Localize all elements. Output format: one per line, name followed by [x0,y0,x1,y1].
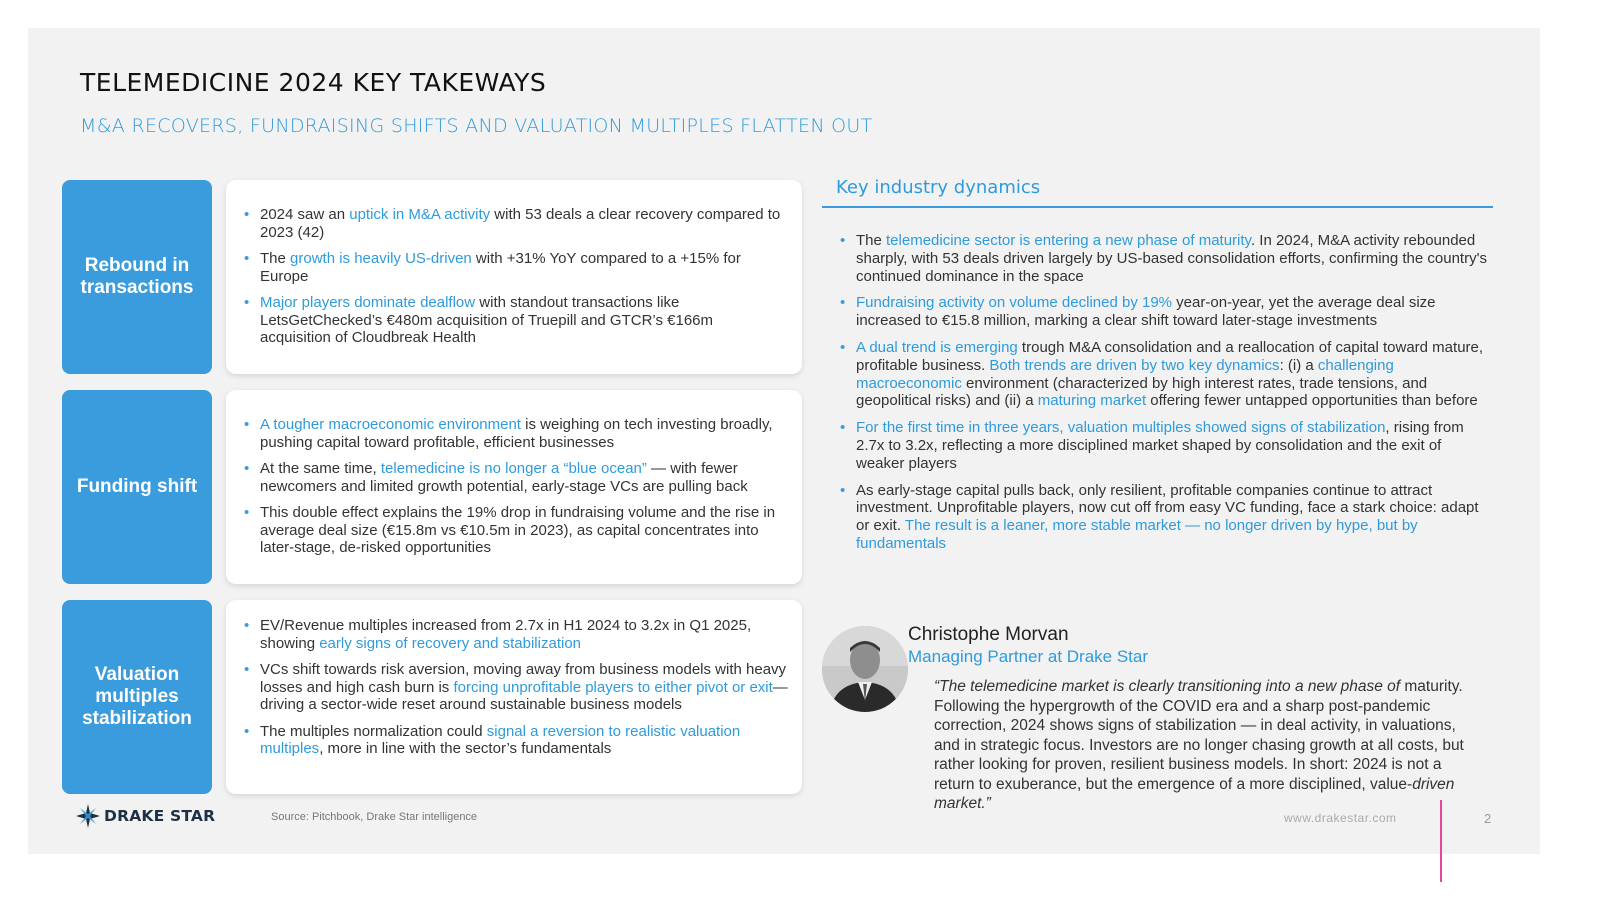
bullet-text: environment (characterized by high interest rates, trade tensions, and geopolitical risks) and (ii) a [856,374,1428,410]
highlight-text: Fundraising activity on volume declined by 19% [856,294,1173,312]
bullet-text: This double effect explains the 19% drop in fundraising volume and the rise in average deal size (€15.8m vs €10.5m in 2023), as capital concentrates into later-stage, de-risked opportunities [260,504,776,556]
quote-italic-end: driven market.” [934,775,1455,812]
highlight-text: early signs of recovery and stabilization [319,634,581,652]
bullet-item [236,250,786,285]
bullet-text: with +31% YoY compared to a +15% for Europe [260,250,741,285]
page-number: 2 [1484,811,1492,826]
bullet-text: The [856,232,887,249]
highlight-text: For the first time in three years, valuation multiples showed signs of stabilization [856,419,1386,437]
bullet-item [832,419,1487,472]
highlight-text: signal a reversion to realistic valuation multiples [260,722,741,757]
bullet-item [236,723,788,758]
bullet-text: , more in line with the sector’s fundamentals [319,740,612,757]
bullet-text: As early-stage capital pulls back, only resilient, profitable companies continue to attract investment. Unprofitable players, now cut off from easy VC funding, face a stark choice: adapt or exit. [856,481,1479,535]
bullet-text: with 53 deals a clear recovery compared to 2023 (42) [260,206,781,241]
bullet-item [236,294,786,347]
section-label-funding: Funding shift [62,390,212,584]
bullet-text: . In 2024, M&A activity rebounded sharply, with 53 deals driven largely by US-based consolidation efforts, confirming the country's continued dominance in the space [856,232,1487,285]
highlight-text: Major players dominate dealflow [260,294,476,311]
section-card-funding [226,390,802,584]
source-note: Source: Pitchbook, Drake Star intelligence [271,811,478,823]
bullet-text: — with fewer newcomers and limited growth potential, early-stage VCs are pulling back [260,460,748,495]
bullet-item [236,460,790,495]
bullet-item [236,661,788,714]
key-dynamics-list [832,232,1487,562]
bullet-item [236,206,786,241]
bullet-list [226,180,802,347]
section-label-valuation: Valuation multiples stabilization [62,600,212,794]
bullet-text: VCs shift towards risk aversion, moving away from business models with heavy losses and high cash burn is [260,661,787,696]
highlight-text: The result is a leaner, more stable market — no longer driven by hype, but by fundamentals [856,517,1418,552]
bullet-text: is weighing on tech investing broadly, pushing capital toward profitable, efficient businesses [260,416,773,451]
highlight-text: uptick in M&A activity [349,206,491,223]
page-title: TELEMEDICINE 2024 KEY TAKEWAYS [80,68,547,97]
bullet-text: trough M&A consolidation and a reallocation of capital toward mature, profitable business. [856,338,1484,374]
bullet-item [236,504,790,557]
bullet-text: offering fewer untapped opportunities than before [1146,392,1478,410]
bullet-item [236,416,790,451]
bullet-text: : (i) a [1279,356,1318,374]
section-card-valuation [226,600,802,794]
quote-body: maturity. Following the hypergrowth of the COVID era and a sharp post-pandemic correction, 2024 shows signs of stabilization — in deal activity, in valuations, and in strategic focus. Investors are no longer chasing growth at all costs, but rather looking for proven, resilient business models. In short: 2024 is not a return to exuberance, but the emergence of a more disciplined, value- [934,678,1464,793]
bullet-text: —driving a sector-wide reset around sustainable business models [260,678,788,713]
bullet-text: 2024 saw an [260,206,350,223]
right-heading: Key industry dynamics [836,177,1041,198]
highlight-text: forcing unprofitable players to either pivot or exit [453,678,773,696]
highlight-text: A tougher macroeconomic environment [260,416,521,433]
quote [934,677,1482,814]
highlight-text: maturing market [1037,392,1147,410]
heading-rule [822,206,1493,208]
bullet-text: , rising from 2.7x to 3.2x, reflecting a more disciplined market shaped by consolidation and the exit of weaker players [856,419,1464,472]
highlight-text: challenging macroeconomic [856,356,1394,392]
section-card-rebound [226,180,802,374]
bullet-text: with standout transactions like LetsGetChecked’s €480m acquisition of Truepill and GTCR’s €166m acquisition of Cloudbreak Health [260,294,714,346]
website-url[interactable]: www.drakestar.com [1284,811,1397,825]
person-role: Managing Partner at Drake Star [908,647,1149,666]
bullet-text: year-on-year, yet the average deal size increased to €15.8 million, marking a clear shift toward later-stage investments [856,294,1436,330]
bullet-item [236,617,788,652]
quote-italic-start: “The telemedicine market is clearly transitioning into a new phase of [934,678,1401,695]
highlight-text: Both trends are driven by two key dynamics [989,356,1280,374]
highlight-text: growth is heavily US-driven [290,250,472,267]
bullet-text: At the same time, [260,460,381,477]
highlight-text: telemedicine is no longer a “blue ocean” [380,460,647,477]
bullet-item [832,294,1487,330]
accent-line [1440,800,1442,882]
star-logo-icon [76,804,100,828]
page-subtitle: M&A RECOVERS, FUNDRAISING SHIFTS AND VALUATION MULTIPLES FLATTEN OUT [80,115,873,137]
bullet-list [226,390,802,557]
bullet-item [832,482,1487,553]
logo-text: DRAKE STAR [104,807,216,825]
section-label-rebound: Rebound in transactions [62,180,212,374]
bullet-item [832,339,1487,410]
avatar [822,626,908,712]
bullet-text: The multiples normalization could [260,722,487,740]
bullet-item [832,232,1487,285]
drake-star-logo [76,804,215,828]
bullet-list [226,600,802,758]
highlight-text: A dual trend is emerging [856,338,1018,356]
bullet-text: EV/Revenue multiples increased from 2.7x in H1 2024 to 3.2x in Q1 2025, showing [260,617,752,652]
bullet-text: The [260,250,291,267]
person-name: Christophe Morvan [908,624,1069,645]
highlight-text: telemedicine sector is entering a new phase of maturity [886,232,1251,249]
